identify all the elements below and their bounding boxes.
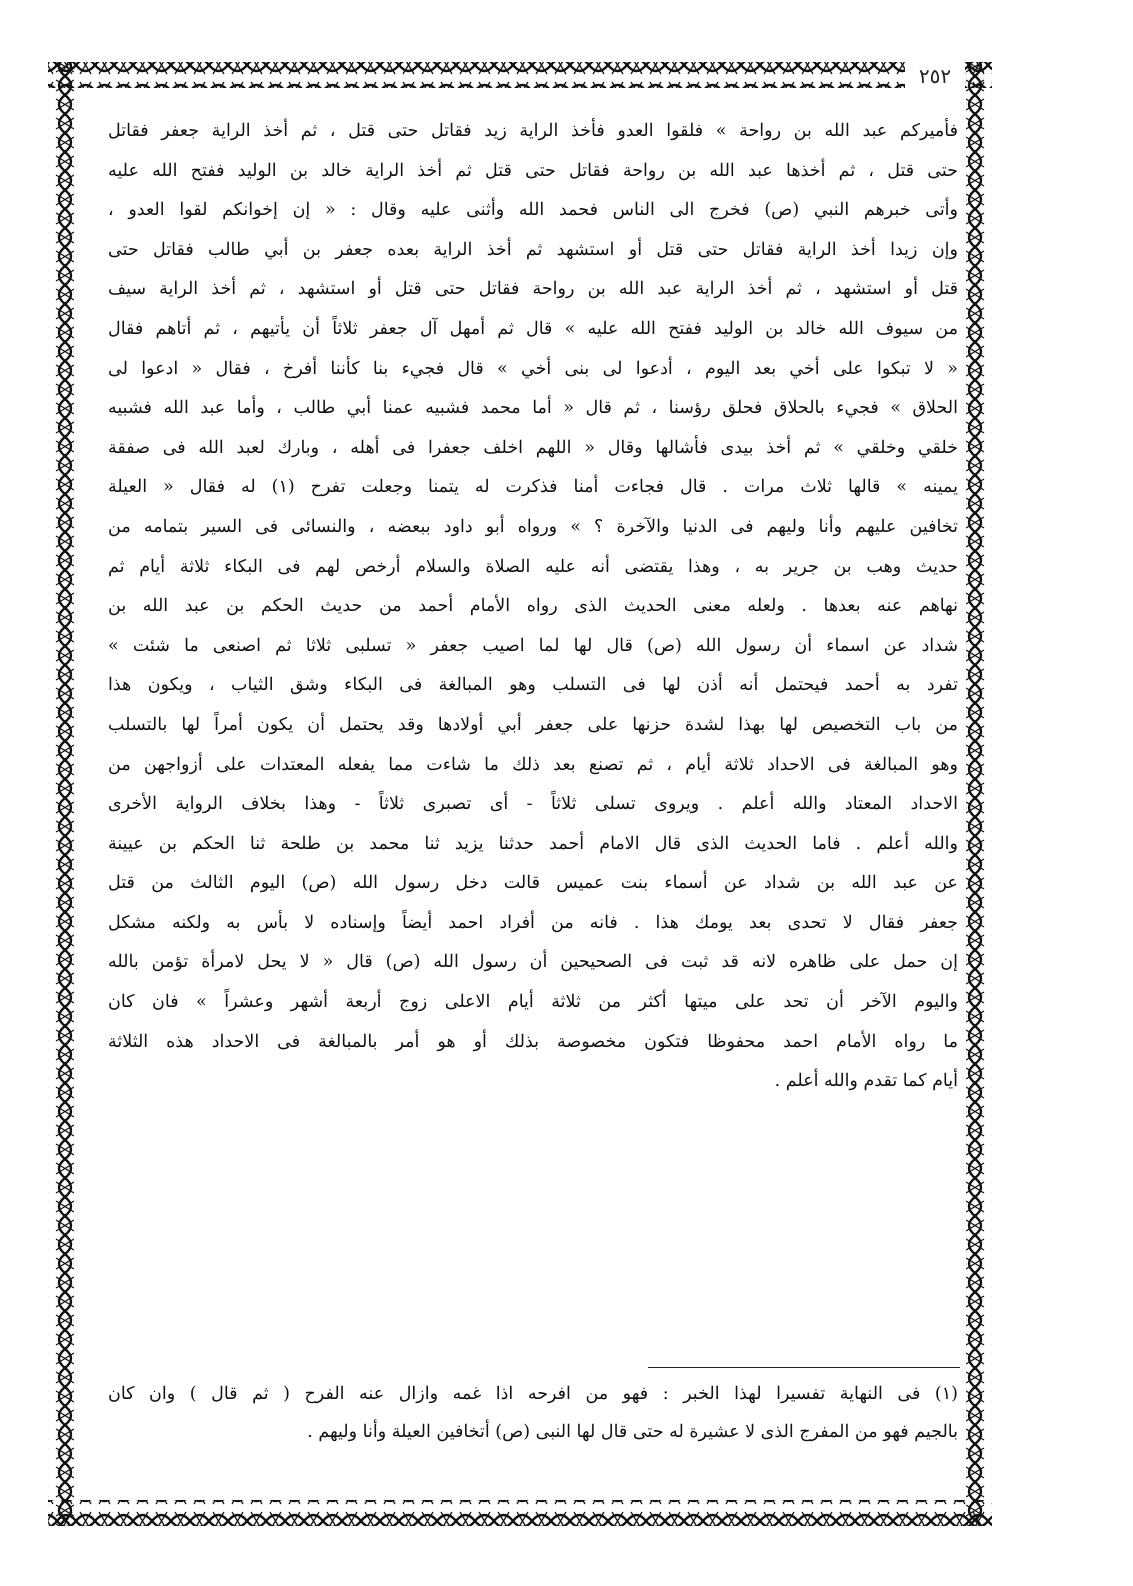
text-line: جعفر فقال لا تحدى بعد يومك هذا . فانه من أفراد احمد أيضاً وإسناده لا بأس به ولكنه مشكل: [108, 912, 958, 933]
text-line: وأتى خبرهم النبي (ص) فخرج الى الناس فحمد الله وأثنى عليه وقال : « إن إخوانكم لقوا العدو ،: [108, 200, 958, 221]
text-line: الاحداد المعتاد والله أعلم . ويروى تسلى ثلاثاً - أى تصبرى ثلاثاً - وهذا بخلاف الرواية الأخرى: [108, 794, 958, 815]
text-line: أيام كما تقدم والله أعلم .: [774, 1071, 958, 1092]
footnote-line: بالجيم فهو من المفرج الذى لا عشيرة له حتى قال لها النبى (ص) أتخافين العيلة وأنا وليهم .: [307, 1422, 958, 1442]
border-bottom: [48, 1500, 992, 1526]
footnote-divider: [648, 1367, 960, 1368]
page-number: ٢٥٢: [905, 62, 965, 90]
border-top: [48, 62, 992, 88]
body-text: [108, 112, 958, 1102]
border-right: [966, 62, 992, 1526]
text-line: تفرد به أحمد فيحتمل أنه أذن لها فى التسلب وهو المبالغة فى البكاء وشق الثياب ، ويكون هذا: [108, 675, 958, 696]
border-left: [48, 62, 74, 1526]
text-line: حديث وهب بن جرير به ، وهذا يقتضى أنه عليه الصلاة والسلام أرخص لهم فى البكاء ثلاثة أيام ثم: [108, 556, 958, 577]
text-line: وهو المبالغة فى الاحداد ثلاثة أيام ، ثم تصنع بعد ذلك ما شاءت مما يفعله المعتدات على أزواجهن من: [108, 754, 958, 775]
text-line: واليوم الآخر أن تحد على ميتها أكثر من ثلاثة أيام الاعلى زوج أربعة أشهر وعشراً » فان كان: [108, 992, 958, 1013]
text-line: من باب التخصيص لها بهذا لشدة حزنها على جعفر أبي أولادها وقد يحتمل أن يكون أمراً لها بالتسلب: [108, 714, 958, 735]
text-line: إن حمل على ظاهره لانه قد ثبت فى الصحيحين أن رسول الله (ص) قال « لا يحل لامرأة تؤمن بالله: [108, 952, 958, 973]
text-line: من سيوف الله خالد بن الوليد ففتح الله عليه » قال ثم أمهل آل جعفر ثلاثاً أن يأتيهم ، ثم أتاهم فقال: [108, 318, 958, 339]
text-line: والله أعلم . فاما الحديث الذى قال الامام أحمد حدثنا يزيد ثنا محمد بن طلحة ثنا الحكم بن عيينة: [108, 833, 958, 854]
text-line: حتى قتل ، ثم أخذها عبد الله بن رواحة فقاتل حتى قتل ثم أخذ الراية خالد بن الوليد ففتح الله عليه: [108, 160, 958, 181]
text-line: ما رواه الأمام احمد محفوظا فتكون مخصوصة بذلك أو هو أمر بالمبالغة فى الاحداد هذه الثلاثة: [108, 1031, 958, 1052]
text-line: وإن زيدا أخذ الراية فقاتل حتى قتل أو استشهد ثم أخذ الراية بعده جعفر بن أبي طالب فقاتل حتى: [108, 239, 958, 260]
footnote-line: (١) فى النهاية تفسيرا لهذا الخبر : فهو من افرحه اذا غمه وازال عنه الفرح ( ثم قال ) وان كان: [108, 1384, 958, 1404]
text-line: عن عبد الله بن شداد عن أسماء بنت عميس قالت دخل رسول الله (ص) اليوم الثالث من قتل: [108, 873, 958, 894]
text-line: خلقي وخلقي » ثم أخذ بيدى فأشالها وقال « اللهم اخلف جعفرا فى أهله ، وبارك لعبد الله فى صفقة: [108, 437, 958, 458]
text-line: فأميركم عبد الله بن رواحة » فلقوا العدو فأخذ الراية زيد فقاتل حتى قتل ، ثم أخذ الراية جعفر فقاتل: [108, 121, 958, 141]
text-line: نهاهم عنه بعدها . ولعله معنى الحديث الذى رواه الأمام أحمد من حديث الحكم بن عبد الله بن: [108, 596, 958, 617]
text-line: تخافين عليهم وأنا وليهم فى الدنيا والآخرة ؟ » ورواه أبو داود ببعضه ، والنسائى فى السير بتمامه من: [108, 516, 958, 537]
footnote: [108, 1375, 958, 1451]
text-line: قتل أو استشهد ، ثم أخذ الراية عبد الله بن رواحة فقاتل حتى قتل أو استشهد ، ثم أخذ الراية سيف: [108, 279, 958, 300]
text-line: يمينه » قالها ثلاث مرات . قال فجاءت أمنا فذكرت له يتمنا وجعلت تفرح (١) له فقال « العيلة: [108, 477, 958, 498]
text-line: شداد عن اسماء أن رسول الله (ص) قال لها لما اصيب جعفر « تسلبى ثلاثا ثم اصنعى ما شئت »: [108, 635, 958, 656]
text-line: الحلاق » فجيء بالحلاق فحلق رؤسنا ، ثم قال « أما محمد فشبيه عمنا أبي طالب ، وأما عبد الله فشبيه: [108, 398, 958, 419]
text-line: « لا تبكوا على أخي بعد اليوم ، أدعوا لى بنى أخي » قال فجيء بنا كأننا أفرخ ، فقال « ادعوا لى: [108, 358, 958, 379]
